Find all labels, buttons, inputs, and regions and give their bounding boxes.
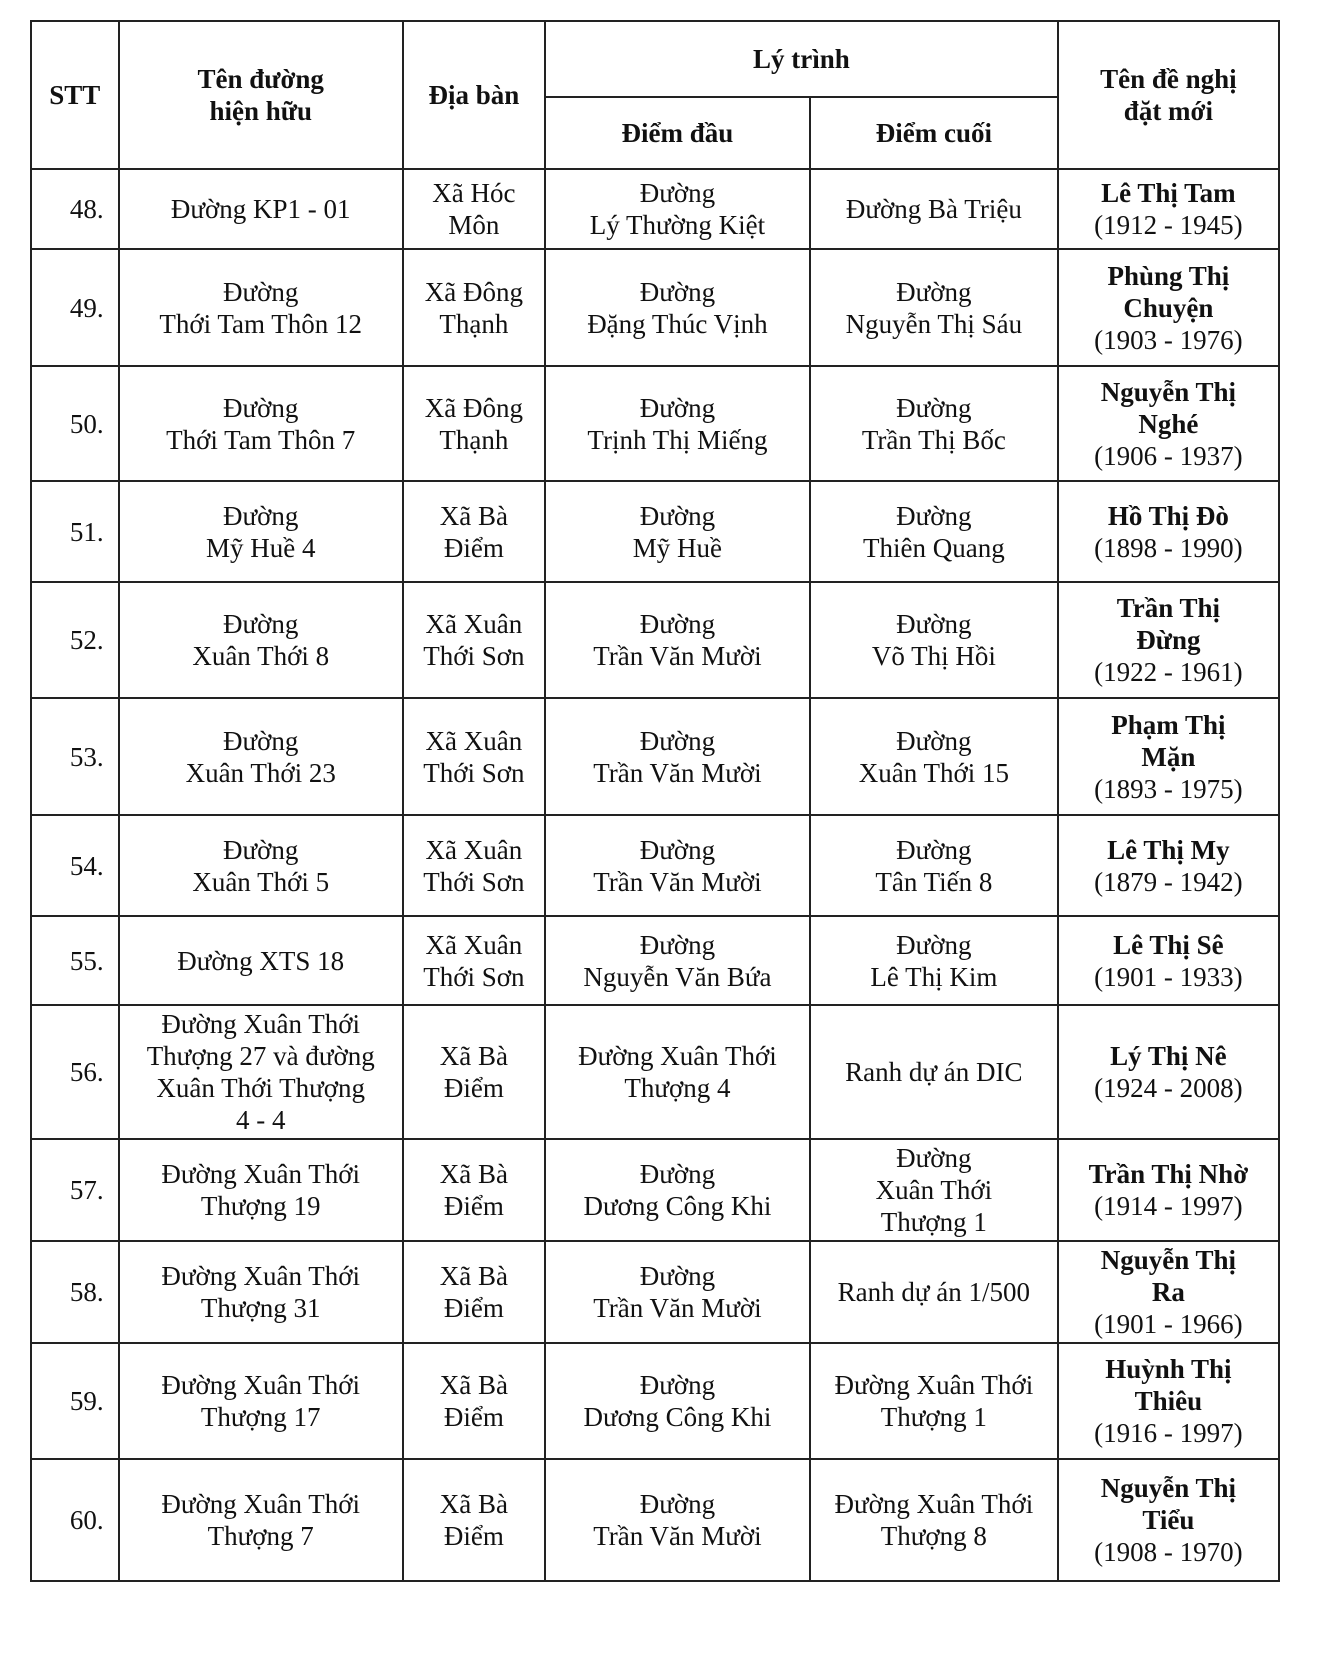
cell-road-name: Đường Xuân Thới Thượng 31 bbox=[119, 1241, 403, 1343]
cell-start-point: Đường Dương Công Khi bbox=[545, 1139, 810, 1241]
table-row bbox=[31, 1241, 1279, 1343]
header-dia-ban: Địa bàn bbox=[403, 21, 545, 169]
cell-road-name: Đường Xuân Thới Thượng 27 và đường Xuân Thới Thượng 4 - 4 bbox=[119, 1005, 403, 1139]
cell-area: Xã Bà Điểm bbox=[403, 1343, 545, 1459]
cell-road-name: Đường Thới Tam Thôn 7 bbox=[119, 366, 403, 481]
table-row bbox=[31, 249, 1279, 366]
cell-stt: 51. bbox=[31, 481, 119, 582]
cell-start-point: Đường Đặng Thúc Vịnh bbox=[545, 249, 810, 366]
cell-area: Xã Bà Điểm bbox=[403, 1459, 545, 1581]
cell-stt: 53. bbox=[31, 698, 119, 815]
cell-proposed-name: Phùng Thị Chuyện (1903 - 1976) bbox=[1058, 249, 1279, 366]
cell-end-point: Đường Tân Tiến 8 bbox=[810, 815, 1058, 916]
cell-area: Xã Xuân Thới Sơn bbox=[403, 698, 545, 815]
cell-stt: 59. bbox=[31, 1343, 119, 1459]
cell-end-point: Đường Xuân Thới Thượng 1 bbox=[810, 1139, 1058, 1241]
table-row bbox=[31, 815, 1279, 916]
cell-proposed-name: Trần Thị Nhờ (1914 - 1997) bbox=[1058, 1139, 1279, 1241]
cell-start-point: Đường Xuân Thới Thượng 4 bbox=[545, 1005, 810, 1139]
cell-area: Xã Đông Thạnh bbox=[403, 366, 545, 481]
cell-start-point: Đường Nguyễn Văn Bứa bbox=[545, 916, 810, 1005]
table-row bbox=[31, 1343, 1279, 1459]
cell-stt: 48. bbox=[31, 169, 119, 249]
cell-start-point: Đường Mỹ Huề bbox=[545, 481, 810, 582]
table-row bbox=[31, 582, 1279, 698]
table-row bbox=[31, 169, 1279, 249]
cell-area: Xã Xuân Thới Sơn bbox=[403, 916, 545, 1005]
cell-road-name: Đường Xuân Thới 8 bbox=[119, 582, 403, 698]
cell-start-point: Đường Trần Văn Mười bbox=[545, 698, 810, 815]
cell-end-point: Đường Xuân Thới Thượng 8 bbox=[810, 1459, 1058, 1581]
cell-road-name: Đường KP1 - 01 bbox=[119, 169, 403, 249]
cell-area: Xã Đông Thạnh bbox=[403, 249, 545, 366]
cell-end-point: Đường Bà Triệu bbox=[810, 169, 1058, 249]
cell-stt: 52. bbox=[31, 582, 119, 698]
cell-end-point: Đường Trần Thị Bốc bbox=[810, 366, 1058, 481]
cell-area: Xã Bà Điểm bbox=[403, 1139, 545, 1241]
cell-stt: 56. bbox=[31, 1005, 119, 1139]
cell-proposed-name: Nguyễn Thị Ra (1901 - 1966) bbox=[1058, 1241, 1279, 1343]
cell-road-name: Đường Xuân Thới 5 bbox=[119, 815, 403, 916]
cell-stt: 49. bbox=[31, 249, 119, 366]
cell-road-name: Đường Xuân Thới 23 bbox=[119, 698, 403, 815]
cell-start-point: Đường Trần Văn Mười bbox=[545, 582, 810, 698]
cell-end-point: Ranh dự án 1/500 bbox=[810, 1241, 1058, 1343]
cell-start-point: Đường Dương Công Khi bbox=[545, 1343, 810, 1459]
cell-area: Xã Bà Điểm bbox=[403, 1005, 545, 1139]
cell-stt: 60. bbox=[31, 1459, 119, 1581]
cell-stt: 54. bbox=[31, 815, 119, 916]
table-row bbox=[31, 366, 1279, 481]
table-row bbox=[31, 1139, 1279, 1241]
header-stt: STT bbox=[31, 21, 119, 169]
cell-end-point: Đường Xuân Thới 15 bbox=[810, 698, 1058, 815]
cell-end-point: Đường Lê Thị Kim bbox=[810, 916, 1058, 1005]
cell-proposed-name: Hồ Thị Đò (1898 - 1990) bbox=[1058, 481, 1279, 582]
cell-proposed-name: Huỳnh Thị Thiêu (1916 - 1997) bbox=[1058, 1343, 1279, 1459]
cell-proposed-name: Lê Thị Sê (1901 - 1933) bbox=[1058, 916, 1279, 1005]
cell-start-point: Đường Trịnh Thị Miếng bbox=[545, 366, 810, 481]
cell-start-point: Đường Trần Văn Mười bbox=[545, 1241, 810, 1343]
cell-road-name: Đường XTS 18 bbox=[119, 916, 403, 1005]
table-row bbox=[31, 1005, 1279, 1139]
cell-start-point: Đường Lý Thường Kiệt bbox=[545, 169, 810, 249]
cell-road-name: Đường Xuân Thới Thượng 19 bbox=[119, 1139, 403, 1241]
table-row bbox=[31, 698, 1279, 815]
cell-proposed-name: Trần Thị Đừng (1922 - 1961) bbox=[1058, 582, 1279, 698]
cell-end-point: Đường Thiên Quang bbox=[810, 481, 1058, 582]
cell-proposed-name: Lê Thị My (1879 - 1942) bbox=[1058, 815, 1279, 916]
cell-proposed-name: Lý Thị Nê (1924 - 2008) bbox=[1058, 1005, 1279, 1139]
header-diem-dau: Điểm đầu bbox=[545, 97, 810, 169]
cell-stt: 58. bbox=[31, 1241, 119, 1343]
cell-road-name: Đường Xuân Thới Thượng 7 bbox=[119, 1459, 403, 1581]
cell-proposed-name: Phạm Thị Mặn (1893 - 1975) bbox=[1058, 698, 1279, 815]
cell-proposed-name: Nguyễn Thị Nghé (1906 - 1937) bbox=[1058, 366, 1279, 481]
cell-end-point: Đường Nguyễn Thị Sáu bbox=[810, 249, 1058, 366]
cell-proposed-name: Lê Thị Tam (1912 - 1945) bbox=[1058, 169, 1279, 249]
cell-area: Xã Xuân Thới Sơn bbox=[403, 582, 545, 698]
table-row bbox=[31, 916, 1279, 1005]
cell-area: Xã Bà Điểm bbox=[403, 1241, 545, 1343]
header-diem-cuoi: Điểm cuối bbox=[810, 97, 1058, 169]
table-row bbox=[31, 481, 1279, 582]
cell-proposed-name: Nguyễn Thị Tiểu (1908 - 1970) bbox=[1058, 1459, 1279, 1581]
cell-start-point: Đường Trần Văn Mười bbox=[545, 815, 810, 916]
header-ten-moi: Tên đề nghị đặt mới bbox=[1058, 21, 1279, 169]
cell-road-name: Đường Mỹ Huề 4 bbox=[119, 481, 403, 582]
cell-area: Xã Xuân Thới Sơn bbox=[403, 815, 545, 916]
cell-stt: 57. bbox=[31, 1139, 119, 1241]
cell-end-point: Đường Võ Thị Hồi bbox=[810, 582, 1058, 698]
cell-end-point: Đường Xuân Thới Thượng 1 bbox=[810, 1343, 1058, 1459]
header-ten-duong: Tên đường hiện hữu bbox=[119, 21, 403, 169]
cell-area: Xã Hóc Môn bbox=[403, 169, 545, 249]
street-naming-table bbox=[30, 20, 1280, 1582]
cell-road-name: Đường Xuân Thới Thượng 17 bbox=[119, 1343, 403, 1459]
cell-area: Xã Bà Điểm bbox=[403, 481, 545, 582]
cell-stt: 55. bbox=[31, 916, 119, 1005]
cell-end-point: Ranh dự án DIC bbox=[810, 1005, 1058, 1139]
table-row bbox=[31, 1459, 1279, 1581]
cell-road-name: Đường Thới Tam Thôn 12 bbox=[119, 249, 403, 366]
cell-start-point: Đường Trần Văn Mười bbox=[545, 1459, 810, 1581]
cell-stt: 50. bbox=[31, 366, 119, 481]
header-ly-trinh: Lý trình bbox=[545, 21, 1058, 97]
